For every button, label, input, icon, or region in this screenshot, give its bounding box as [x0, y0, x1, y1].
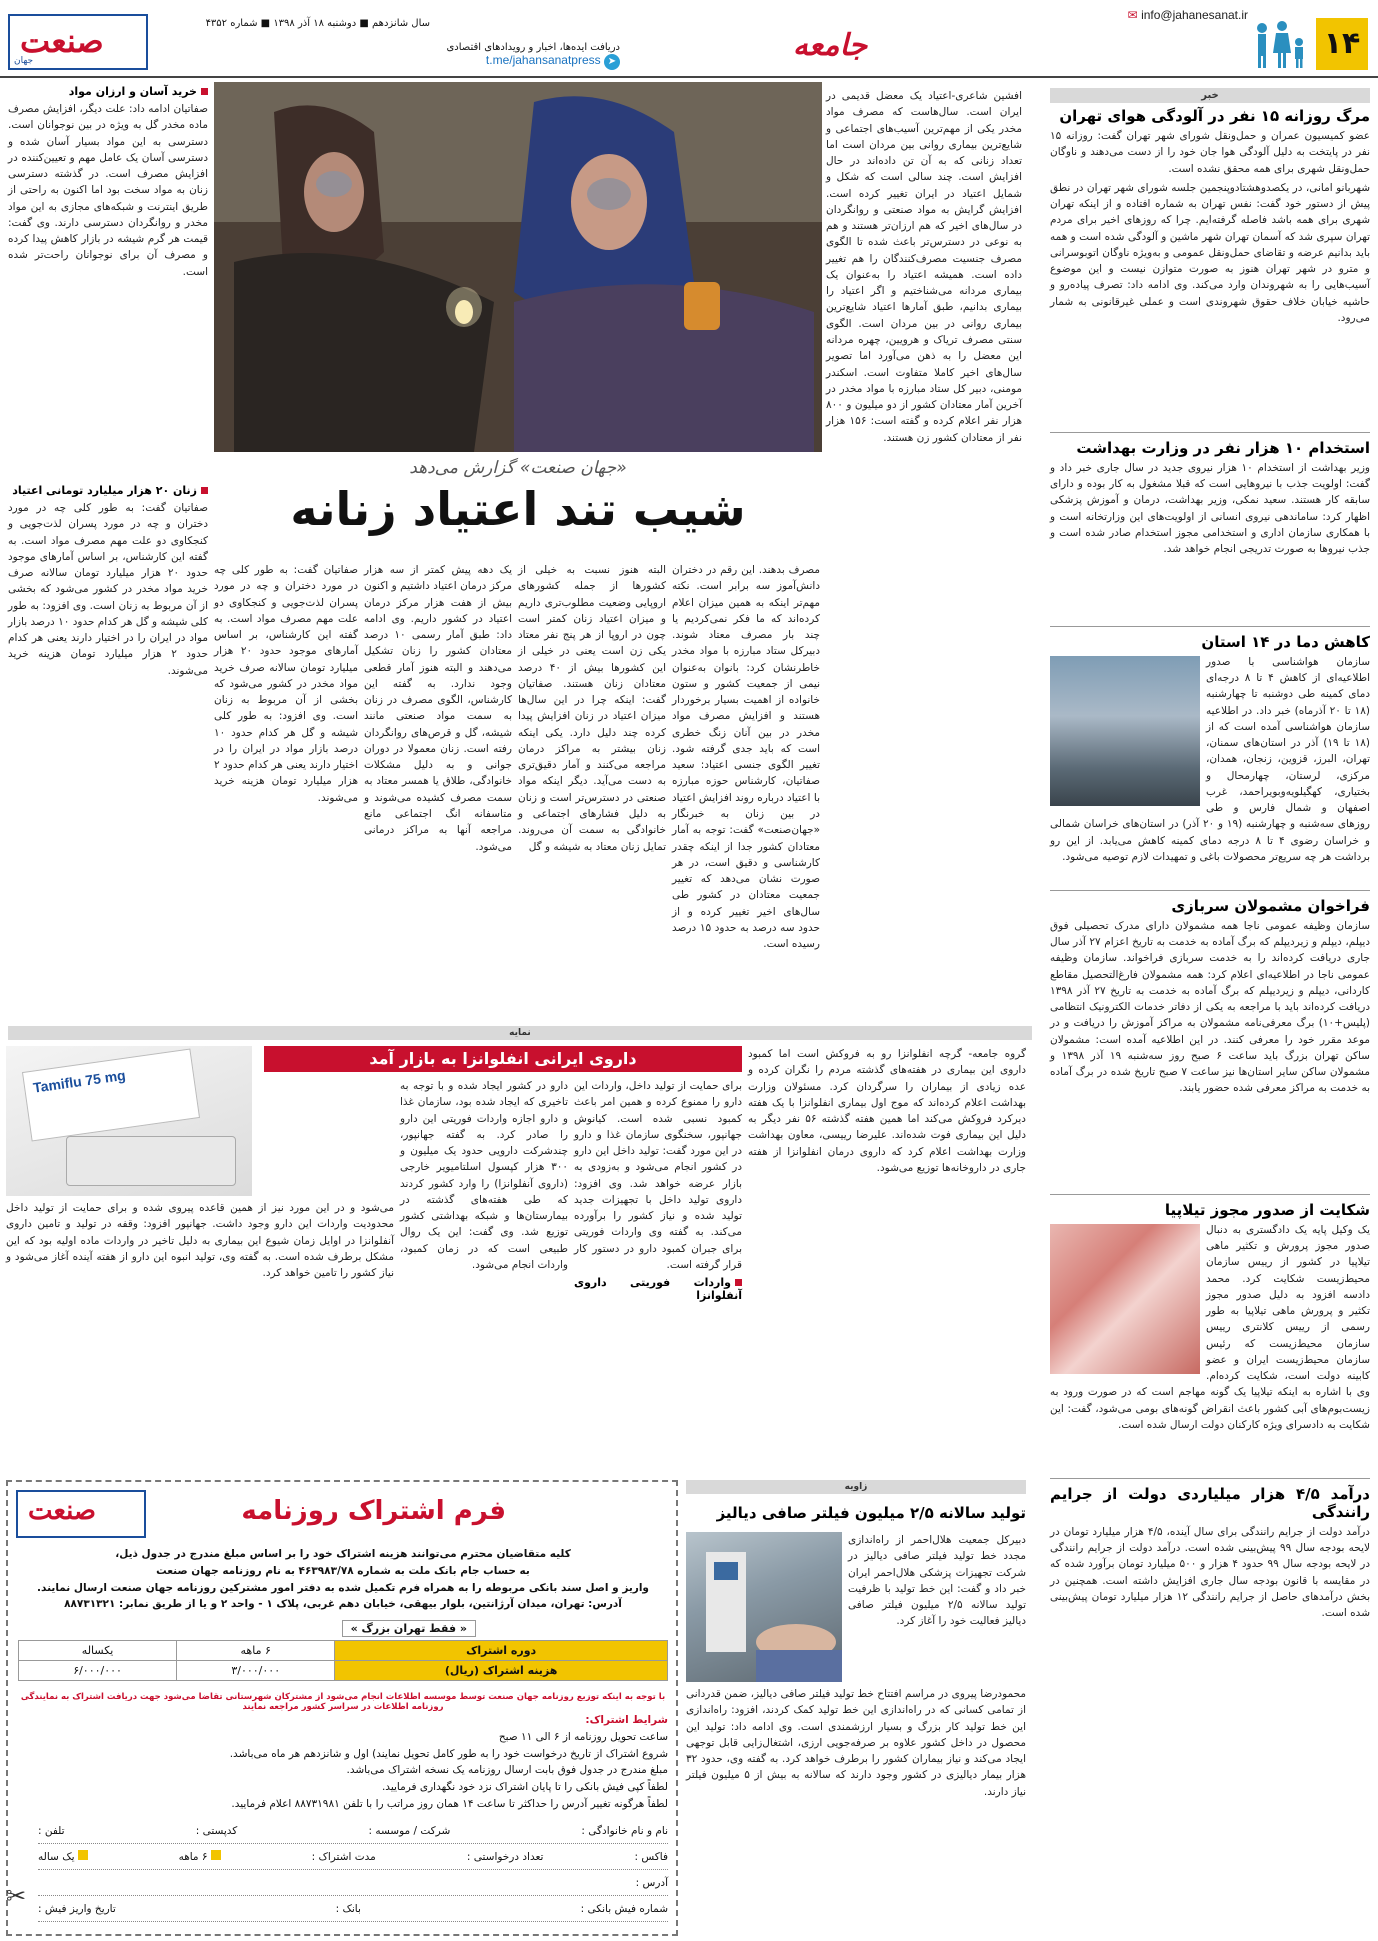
- family-icon: [1252, 18, 1310, 70]
- headline-conscripts: فراخوان مشمولان سربازی: [1171, 896, 1370, 915]
- dialysis-text-bottom: [686, 1686, 1026, 1940]
- news-label: خبر: [1050, 88, 1370, 103]
- paragraph: صفاتیان ادامه داد: علت دیگر، افزایش مصرف ماده مخدر گل به ویژه در بین نوجوانان است. دسترسی به این مواد بسیار آسان شده و دسترسی آسان یک عامل مهم و تعیین‌کننده در افزایش مصرف است. در گذشته دسترسی زنان به مواد سخت بود اما اکنون به راحتی از طریق اینترنت و شبکه‌های مجازی به این مواد مخدر و روانگردان دسترسی دارند. وی گفت: قیمت هر گرم شیشه در بازار کاهش پیدا کرده و مصرف آن برای نوجوانان راحت‌تر شده است.: [8, 103, 208, 278]
- subscription-form: [6, 1480, 678, 1936]
- receipt-field[interactable]: شماره فیش بانکی :: [580, 1902, 668, 1915]
- paragraph: دبیرکل جمعیت هلال‌احمر از راه‌اندازی مجدد خط تولید فیلتر صافی دیالیز در شرکت تجهیزات پزشکی هلال‌احمر ایران خبر داد و گفت: این خط تولید با ظرفیت تولید سالانه ۲/۵ میلیون فیلتر صافی دیالیز فعالیت خود را آغاز کرد.: [848, 1534, 1026, 1628]
- strip-label: نمایه: [509, 1028, 531, 1038]
- paragraph: سازمان هواشناسی با صدور اطلاعیه‌ای از کاهش ۴ تا ۸ درجه‌ای دمای کمینه طی دوشنبه تا چهارشنبه (۱۸ تا ۲۰ آذرماه) خبر داد. در اطلاعیه سازمان هواشناسی آمده است که از (۱۸ تا ۱۹) آذر در استان‌های سمنان، تهران، البرز، قزوین، زنجان، همدان، مرکزی، لرستان، چهارمحال و بختیاری، کهگیلویه‌وبویراحمد، غرب اصفهان و شمال فارس و طی روزهای سه‌شنبه و چهارشنبه (۱۹ و ۲۰ آذر) در استان‌های خراسان شمالی و خراسان رضوی ۴ تا ۸ درجه دمای کمینه کاهش می‌یابد. از این رو برداشت هر چه سریع‌تر محصولات باغی و تمهیدات لازم توصیه می‌شود.: [1050, 655, 1371, 863]
- price-table: [18, 1640, 668, 1681]
- dialysis-photo: [686, 1532, 842, 1682]
- cell: هزینه اشتراک (ریال): [335, 1661, 668, 1681]
- strip-label: زاویه: [844, 1482, 868, 1492]
- dialysis-article: [686, 1500, 1026, 1940]
- paragraph: درآمد دولت از جرایم رانندگی برای سال آینده، ۴/۵ هزار میلیارد تومان در لایحه بودجه سال ۹۹ پیش‌بینی شده است. درآمد دولت از جرایم رانندگی در لایحه بودجه سال ۹۹ حدود ۴ هزار و ۵۰۰ میلیارد تومان برآورد شده که در مقایسه با قانون بودجه سال جاری افزایش داشته است. همچنین در بخش درآمدهای حاصل از جرایم رانندگی ۱۲ هزار میلیارد تومان پیش‌بینی شده است.: [1050, 1525, 1370, 1620]
- page-number: ۱۴: [1316, 18, 1368, 70]
- article-column-3: [518, 562, 666, 988]
- form-note: با توجه به اینکه توزیع روزنامه جهان صنعت توسط موسسه اطلاعات انجام می‌شود از مشترکان شهرستانی تقاضا می‌شود جهت دریافت اشتراک به نمایندگی روزنامه اطلاعات در سراسر کشور مراجعه نمایند: [20, 1692, 666, 1712]
- telegram-icon: ➤: [604, 54, 620, 70]
- divider: [1050, 890, 1370, 891]
- dialysis-text-top: [848, 1532, 1026, 1682]
- cell: ۶/۰۰۰/۰۰۰: [19, 1661, 177, 1681]
- main-article-photo: [214, 82, 822, 452]
- paragraph: البته هنوز نسبت به خیلی از کشورها از جمله کشورهای اروپایی وضعیت مطلوب‌تری داریم و میزان اعتیاد زنان کمتر است چون در اروپا از هر پنج نفر معتاد یکی زن است یعنی در خیلی از این کشورها بیش از ۴۰ درصد معتادان زنان هستند. صفاتیان گفت: اینکه چرا در این سال‌ها میزان اعتیاد در زنان افزایش پیدا کرده چند دلیل دارد. یکی اینکه زنان بیشتر به مراکز درمان مراجعه می‌کنند و آمار دقیق‌تری به دست می‌آید. دیگر اینکه مواد صنعتی در دسترس‌تر است و زنان به دلیل فشارهای اجتماعی و خانوادگی به سمت آن می‌روند. تمایل زنان معتاد به شیشه و گل: [518, 564, 666, 853]
- subheading: واردات فوریتی داروی آنفلوانزا: [574, 1276, 742, 1303]
- medicine-box: Tamiflu 75 mg: [22, 1049, 200, 1142]
- form-instructions: کلیه متقاضیان محترم می‌توانند هزینه اشتراک خود را بر اساس مبلغ مندرج در جدول ذیل، به حساب جام بانک ملت به شماره ۴۶۳۹۸۳/۷۸ به نام روزنامه جهان صنعت واریز و اصل سند بانکی مربوطه را به همراه فرم تکمیل شده به دفتر امور مشترکین روزنامه جهان صنعت ارسال نمایند. آدرس: تهران، میدان آرژانتین، بلوار بیهقی، خیابان دهم غربی، پلاک ۱ - واحد ۲ و یا از طریق نمابر: ۸۸۷۳۱۳۲۱: [37, 1548, 649, 1611]
- paragraph: دارو در کشور ایجاد شده و با توجه به تاخیری که ایجاد شده بود، سازمان غذا و دارو اجازه واردات فوریتی این دارو را صادر کرد. به گفته جهانپور، چندشرکت دارویی حدود یک میلیون و ۳۰۰ هزار کپسول اسلتامیویر خارجی (داروی آنفلوانزا) را وارد کشور کردند که طی هفته‌های گذشته در بیمارستان‌ها و شبکه بهداشتی کشور توزیع شد. وی گفت: این یک روال طبیعی است که در زمان کمبود، واردات انجام می‌شود.: [400, 1080, 568, 1271]
- dialysis-title: تولید سالانه ۲/۵ میلیون فیلتر صافی دیالیز: [716, 1504, 1026, 1522]
- bullet-square: [735, 1279, 742, 1286]
- postal-code-field[interactable]: کدپستی :: [195, 1824, 238, 1837]
- issue-info: سال شانزدهم ■ دوشنبه ۱۸ آذر ۱۳۹۸ ■ شماره ۴۳۵۲: [205, 18, 430, 29]
- checkbox-1y[interactable]: [78, 1850, 88, 1860]
- phone-field[interactable]: تلفن :: [38, 1824, 65, 1837]
- telegram-promo: [430, 42, 620, 70]
- article-column-5: [214, 562, 358, 988]
- article-title: شیب تند اعتیاد زنانه: [290, 482, 746, 536]
- section-title: جامعه: [792, 28, 868, 63]
- form-title: فرم اشتراک روزنامه: [241, 1496, 506, 1526]
- date-field[interactable]: تاریخ واریز فیش :: [38, 1902, 116, 1915]
- article-column-2: [672, 562, 820, 988]
- email-address: ✉ info@jahanesanat.ir: [1127, 8, 1248, 22]
- angle-strip: [686, 1480, 1026, 1494]
- paragraph: یک دهه پیش کمتر از سه هزار مرکز درمان اعتیاد داشتیم و اکنون بیش از هفت هزار مرکز درمان اعتیاد در کشور داریم. وی ادامه داد: طبق آمار رسمی ۱۰ درصد معتادان کشور را زنان تشکیل می‌دهند و البته هنوز آمار قطعی وجود ندارد. به گفته این کارشناس، الگوی مصرف در زنان به سمت مواد صنعتی مانند شیشه، گل و قرص‌های روانگردان رفته است. زنان معمولا در دوران جوانی و به دلیل مشکلات خانوادگی، طلاق یا همسر معتاد به سمت مصرف کشیده می‌شوند و متاسفانه انگ اجتماعی مانع مراجعه آنها به مراکز درمانی می‌شود.: [364, 564, 512, 853]
- paragraph: برای حمایت از تولید داخل، واردات این دارو را ممنوع کرده و همین امر باعث کمبود نسبی شده است. کیانوش جهانپور، سخنگوی سازمان غذا و دارو در این مورد گفت: تولید داخل این دارو در کشور انجام می‌شود و به‌زودی به بازار عرضه خواهد شد. وی افزود: داروی تولید داخل با تجهیزات جدید تولید شده و نیاز کشور را برآورده می‌کند. به گفته وی واردات فوریتی برای جبران کمبود دارو در دستور کار قرار گرفته است.: [574, 1080, 742, 1271]
- company-field[interactable]: شرکت / موسسه :: [368, 1824, 451, 1837]
- drug-column-1: [748, 1046, 1026, 1466]
- paragraph: یک وکیل پایه یک دادگستری به دنبال صدور مجوز پرورش و تکثیر ماهی تیلاپیا در کشور از رییس سازمان محیط‌زیست شکایت کرد. محمد دادسه افزود به دلیل صدور مجوز تکثیر و پرورش ماهی تیلاپیا به طور رسمی از رییس کلانتری رییس سازمان محیط‌زیست که رئیس سازمان محیط‌زیست ایران و عضو کابینه دولت است، شکایت کرده‌ام. وی با اشاره به اینکه تیلاپیا یک گونه مهاجم است که در صورت ورود به زیست‌بوم‌های آبی کشور باعث انقراض گونه‌های بومی می‌شود، گفت: این شکایت به دادسرای ویژه کارکنان دولت ارسال شده است.: [1050, 1223, 1370, 1431]
- fish-photo: [1050, 1224, 1200, 1374]
- rain-window-photo: [1050, 656, 1200, 806]
- paragraph: صفاتیان گفت: به طور کلی چه در مورد دختران و چه در مورد پسران لذت‌جویی و کنجکاوی دو علت مهم مصرف مواد است. به گفته این کارشناس، بر اساس آمارهای موجود حدود ۲۰ هزار میلیارد تومان سالانه صرف خرید مواد مخدر در کشور می‌شود که بخشی از آن مربوط به زنان است. وی افزود: به طور کلی شیشه و گل هر کدام حدود ۱۰ درصد بازار مواد در ایران را در اختیار دارند یعنی هر کدام حدود ۲ هزار میلیارد تومان هزینه خرید می‌شوند.: [8, 502, 208, 677]
- divider: [1050, 1478, 1370, 1479]
- bank-field[interactable]: بانک :: [335, 1902, 361, 1915]
- region-label: « فقط تهران بزرگ »: [342, 1620, 476, 1637]
- paragraph: شهربانو امانی، در یکصدوهشتادوپنجمین جلسه شورای شهر تهران در نطق پیش از دستور خود گفت: نفس تهران به شماره افتاده و از اینکه تهران شهری برای همه باشد فاصله گرفته‌ایم. چرا که روزهای اخیر برای مردم تهران سپری شد که آسمان تهران شهر ماشین و آلودگی شده است و همه باید بدانیم عرضه و تقاضای حمل‌ونقل عمومی و به‌ویژه ناوگان اتوبوسرانی و مترو در شهر تهران هنوز به صورت متوازن نیست و این موضوع آسیب‌هایی را به شهروندان وارد می‌کند. وی ادامه داد: تصرف پیاده‌رو و حاشیه خیابان خلاف حقوق شهروندی است و عملی غیرقانونی به شمار می‌رود.: [1050, 181, 1370, 324]
- paragraph: افشین شاعری-اعتیاد یک معضل قدیمی در ایران است. سال‌هاست که مصرف مواد مخدر یکی از مهم‌ترین آسیب‌های اجتماعی و شایع‌ترین بیماری روانی بین مردان است اما تعداد زنانی که به آن تن داده‌اند در حال افزایش است. چند سالی است که شکل و شمایل اعتیاد در ایران تغییر کرده است. افزایش گرایش به مواد صنعتی و روانگردان در سال‌های اخیر که هم ارزان‌تر هستند و هم به نوعی در دسترس‌تر باعث شده تا الگوی مصرف جنسیت مصرف‌کنندگان را هم تغییر داده است. همیشه اعتیاد را به‌عنوان یک بیماری مردانه می‌شناختیم و اگر اعتیاد را بیماری بدانیم، طبق آمارها اعتیاد شایع‌ترین بیماری روانی در بین مردان است. الگوی سنتی مصرف تریاک و هرویین، چهره مردانه این معضل را به ذهن می‌آورد اما تصویر سال‌های اخیر کاملا متفاوت است. اسکندر مومنی، دبیر کل ستاد مبارزه با مواد مخدر در آخرین آمار معتادان کشور از دو میلیون و ۸۰۰ هزار نفر اعلام کرده و گفته است: ۱۵۶ هزار نفر از معتادان کشور زن هستند.: [826, 90, 1023, 444]
- cell: یکساله: [19, 1641, 177, 1661]
- headline-traffic-fines: درآمد ۴/۵ هزار میلیاردی دولت از جرایم رانندگی: [1050, 1484, 1370, 1521]
- email-icon: ✉: [1127, 8, 1138, 22]
- telegram-link[interactable]: t.me/jahansanatpress: [485, 53, 601, 67]
- subheading: زنان ۲۰ هزار میلیارد تومانی اعتیاد: [12, 484, 197, 497]
- period-label: مدت اشتراک :: [311, 1850, 376, 1863]
- drug-column-2: [574, 1078, 742, 1466]
- address-field[interactable]: آدرس :: [38, 1870, 668, 1896]
- drug-article-title: داروی ایرانی انفلوانزا به بازار آمد: [264, 1046, 742, 1072]
- headline-temperature: کاهش دما در ۱۴ استان: [1201, 632, 1370, 651]
- paragraph: مصرف بدهند. این رقم در دختران دانش‌آموز سه برابر است. نکته مهم‌تر اینکه به همین میزان اعلام کرده‌اند که ما فکر نمی‌کردیم یا چند بار مصرف معتاد شوند. دبیرکل ستاد مبارزه با مواد مخدر خاطرنشان کرد: بانوان به‌عنوان نیمی از جمعیت کشور و ستون خانواده از اهمیت بسیار برخوردار هستند و افزایش مصرف مواد مخدر در بین آنان زنگ خطری است که باید جدی گرفته شود. تغییر الگوی جنسی اعتیاد: سعید صفاتیان، کارشناس حوزه مبارزه با اعتیاد درباره روند افزایش اعتیاد در بین زنان به خبرنگار «جهان‌صنعت» گفت: توجه به آمار معتادان کشور جدا از اینکه چقدر کارشناسی و دقیق است، در هر صورت نشان می‌دهد که تغییر جمعیت معتادان در کشور طی سال‌های اخیر تغییر کرده و از حدود سه درصد به حدود ۱۵ درصد رسیده است.: [672, 564, 820, 951]
- headline-health-hiring: استخدام ۱۰ هزار نفر در وزارت بهداشت: [1076, 438, 1370, 457]
- divider: [1050, 1194, 1370, 1195]
- page-header: [0, 0, 1378, 78]
- paragraph: وزیر بهداشت از استخدام ۱۰ هزار نیروی جدید در سال جاری خبر داد و گفت: اولویت جذب با نیروهایی است که قبلا مشغول به کار بوده و دارای سابقه کار هستند. سعید نمکی، وزیر بهداشت، درمان و آموزش پزشکی اظهار کرد: ساماندهی نیروی انسانی از اولویت‌های این وزارتخانه است و با همکاری سازمان اداری و استخدامی مجوز استخدام صادر شده است و جذب نیروها به صورت تدریجی انجام خواهد شد.: [1050, 461, 1370, 556]
- paragraph: گروه جامعه- گرچه انفلوانزا رو به فروکش است اما کمبود داروی این بیماری در هفته‌های گذشته مردم را نگران کرده و عده زیادی از بیماران را سرگردان کرد. مسئولان وزارت بهداشت اعلام کرده‌اند که موج اول بیماری انفلوانزا با یک هفته دیرکرد فروکش می‌کند اما همین هفته گذشته ۵۶ نفر دیگر به دلیل این بیماری فوت شده‌اند. علیرضا رییسی، معاون بهداشت وزارت بهداشت اعلام کرد که داروی درمان انفلوانزا از هفته جاری در داروخانه‌ها توزیع می‌شود.: [748, 1048, 1026, 1174]
- paragraph: صفاتیان گفت: به طور کلی چه در مورد دختران و چه در مورد پسران لذت‌جویی و کنجکاوی دو علت مهم مصرف مواد است. به گفته این کارشناس، بر اساس آمارهای موجود حدود ۲۰ هزار میلیارد تومان سالانه صرف خرید مواد مخدر در کشور می‌شود که بخشی از آن مربوط به زنان است. وی افزود: به طور کلی شیشه و گل هر کدام حدود ۱۰ درصد بازار مواد در ایران را در اختیار دارند یعنی هر کدام حدود ۲ هزار میلیارد تومان هزینه خرید می‌شوند.: [214, 564, 359, 804]
- divider: [1050, 432, 1370, 433]
- article-kicker: «جهان صنعت» گزارش می‌دهد: [409, 458, 627, 478]
- article-column-4: [364, 562, 512, 988]
- headline-air-pollution: مرگ روزانه ۱۵ نفر در آلودگی هوای تهران: [1059, 107, 1370, 125]
- article-column-1: [826, 88, 1022, 988]
- headline-tilapia: شکایت از صدور مجوز تیلاپیا: [1164, 1200, 1370, 1219]
- paragraph: سازمان وظیفه عمومی ناجا همه مشمولان دارای مدرک تحصیلی فوق دیپلم، دیپلم و زیردیپلم که برگ آماده به خدمت به تاریخ اعزام ۲۷ آذر سال جاری دریافت کرده‌اند را به خدمت سربازی فراخواند. سازمان وظیفه عمومی ناجا در اطلاعیه‌ای اعلام کرد: همه مشمولان فارغ‌التحصیل مقاطع کاردانی، دیپلم و زیردیپلم که برگ آماده به خدمت به تاریخ ۲۷ آذر ۱۳۹۸ دریافت کرده‌اند باید با مراجعه به یکی از دفاتر خدمات الکترونیک انتظامی (پلیس+۱۰) برگ معرفی‌نامه مشمولان به مراکز آموزش را دریافت و در موعد مقرر خود را معرفی کنند. در این اطلاعیه آمده است: مشمولان ساکن تهران بزرگ باید ساعت ۶ صبح روز سه‌شنبه ۱۹ آذر ۱۳۹۸ و مشمولان ساکن سایر استان‌ها نیز ساعت ۷ صبح تاریخ شده در برگ آماده به خدمت به مراکز معرفی شده حضور یابند.: [1050, 919, 1371, 1095]
- drug-column-4: [6, 1200, 394, 1466]
- newspaper-logo: صنعت جهان: [8, 14, 148, 70]
- fax-field[interactable]: فاکس :: [634, 1850, 668, 1863]
- main-article-heading: [214, 458, 822, 558]
- cell: ۶ ماهه: [177, 1641, 335, 1661]
- paragraph: می‌شود و در این مورد نیز از همین قاعده پیروی شده و برای حمایت از تولید داخل محدودیت واردات این دارو وجود داشت. جهانپور افزود: وقفه در تولید و تامین داروی آنفلوانزا در اوایل زمان شیوع این بیماری به دلیل تاخیر در واردات ماده اولیه بود که این مشکل برطرف شده است. به گفته وی، تولید انبوه این دارو از هفته آینده آغاز می‌شود و نیاز کشور را تامین خواهد کرد.: [6, 1202, 394, 1280]
- name-field[interactable]: نام و نام خانوادگی :: [581, 1824, 668, 1837]
- drug-column-3: [400, 1078, 568, 1466]
- left-article-column: [8, 82, 208, 988]
- form-logo: صنعت: [16, 1490, 146, 1538]
- blister-pack: [66, 1136, 236, 1186]
- bullet-square: [201, 88, 208, 95]
- checkbox-6m[interactable]: [211, 1850, 221, 1860]
- divider: [1050, 626, 1370, 627]
- telegram-text: دریافت ایده‌ها، اخبار و رویدادهای اقتصادی: [446, 42, 620, 53]
- cell: دوره اشتراک: [335, 1641, 668, 1661]
- bullet-square: [201, 487, 208, 494]
- section-strip: [8, 1026, 1032, 1040]
- cell: ۳/۰۰۰/۰۰۰: [177, 1661, 335, 1681]
- count-field[interactable]: تعداد درخواستی :: [466, 1850, 544, 1863]
- subheading: خرید آسان و ارزان مواد: [68, 85, 197, 98]
- form-conditions: شرایط اشتراک: ساعت تحویل روزنامه از ۶ الی ۱۱ صبح شروع اشتراک از تاریخ درخواست خود را به طور کامل تحویل نمایند) اول و شانزدهم هر ماه می‌باشد. مبلغ مندرج در جدول فوق بابت ارسال روزنامه یک نسخه اشتراک می‌باشد. لطفاً کپی فیش بانکی را تا پایان اشتراک نزد خود نگهداری فرمایید. لطفاً هرگونه تغییر آدرس را حداکثر تا ساعت ۱۴ همان روز مراتب را با تلفن ۸۸۷۳۱۹۸۱ اعلام فرمایید.: [229, 1714, 668, 1810]
- scissors-icon: ✂: [6, 1882, 27, 1910]
- tamiflu-box-photo: [6, 1046, 252, 1196]
- paragraph: محمودرضا پیروی در مراسم افتتاح خط تولید فیلتر صافی دیالیز، ضمن قدردانی از تمامی کسانی که در راه‌اندازی این خط تولید کمک کردند، افزود: راه‌اندازی این خط تولید کار بزرگ و بسیار ارزشمندی است. وی ادامه داد: تولید این محصول در داخل کشور علاوه بر صرفه‌جویی ارزی، اشتغال‌زایی قابل توجهی ایجاد می‌کند و نیاز بیماران کشور را برطرف خواهد کرد. به گفته وی، حدود ۳۲ هزار بیمار دیالیزی در کشور وجود دارند که سالانه به بیش از ۵ میلیون فیلتر نیاز دارند.: [686, 1688, 1026, 1798]
- form-fields: نام و نام خانوادگی : شرکت / موسسه : کدپستی : تلفن : فاکس : تعداد درخواستی : مدت اشتراک : ۶ ماهه یک ساله آدرس : شماره فیش بانکی : بانک : تاریخ واریز فیش :: [38, 1818, 668, 1928]
- right-news-column: [1050, 88, 1370, 1940]
- paragraph: عضو کمیسیون عمران و حمل‌ونقل شورای شهر تهران گفت: روزانه ۱۵ نفر در پایتخت به دلیل آلودگی هوا جان خود را از دست می‌دهند و ناوگان حمل‌ونقل شهری برای همه محقق نشده است.: [1050, 130, 1370, 175]
